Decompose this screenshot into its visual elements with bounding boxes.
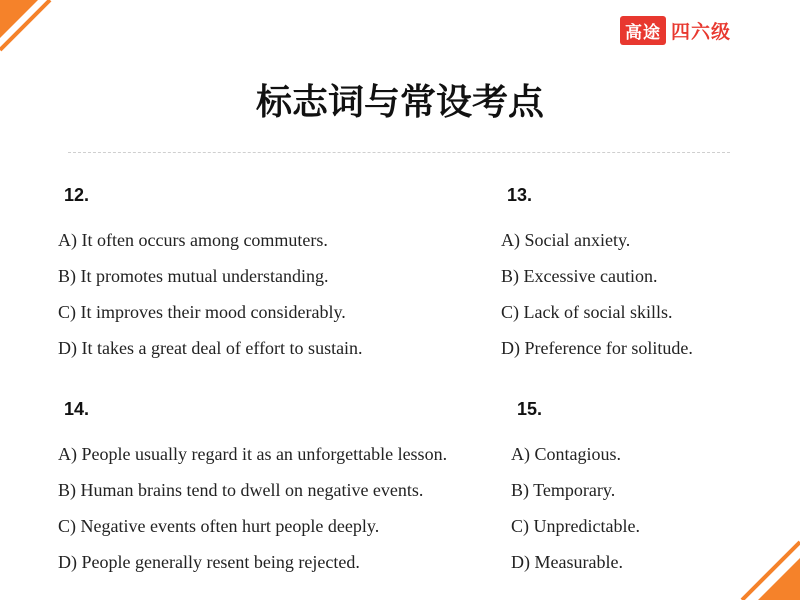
option-a: A) Social anxiety. — [501, 230, 631, 250]
option-c: C) Lack of social skills. — [501, 302, 673, 322]
option-b: B) Human brains tend to dwell on negative events. — [58, 480, 424, 500]
option-c: C) Negative events often hurt people deeply. — [58, 516, 380, 536]
question-number-14: 14. — [64, 399, 90, 419]
question-13-options — [501, 230, 693, 374]
option-a: A) It often occurs among commuters. — [58, 230, 328, 250]
option-d: D) It takes a great deal of effort to sustain. — [58, 338, 363, 358]
page-title: 标志词与常设考点 — [255, 82, 544, 123]
option-c: C) Unpredictable. — [511, 516, 640, 536]
title-divider — [68, 152, 730, 153]
option-d: D) Measurable. — [511, 552, 623, 572]
question-15-options — [511, 444, 640, 588]
option-d: D) Preference for solitude. — [501, 338, 693, 358]
logo-product: 四六级 — [671, 20, 732, 43]
option-a: A) Contagious. — [511, 444, 621, 464]
question-number-15: 15. — [517, 399, 543, 419]
option-b: B) Temporary. — [511, 480, 616, 500]
option-a: A) People usually regard it as an unforgettable lesson. — [58, 444, 448, 464]
option-c: C) It improves their mood considerably. — [58, 302, 346, 322]
brand-logo — [620, 16, 731, 44]
question-12-options — [58, 230, 363, 374]
corner-decoration-bottom-right — [730, 530, 800, 600]
option-b: B) Excessive caution. — [501, 266, 658, 286]
corner-decoration-top-left — [0, 0, 60, 60]
question-number-12: 12. — [64, 185, 90, 205]
option-b: B) It promotes mutual understanding. — [58, 266, 329, 286]
logo-brand: 高途 — [620, 16, 666, 45]
question-number-13: 13. — [507, 185, 533, 205]
question-14-options — [58, 444, 447, 588]
option-d: D) People generally resent being rejected. — [58, 552, 360, 572]
